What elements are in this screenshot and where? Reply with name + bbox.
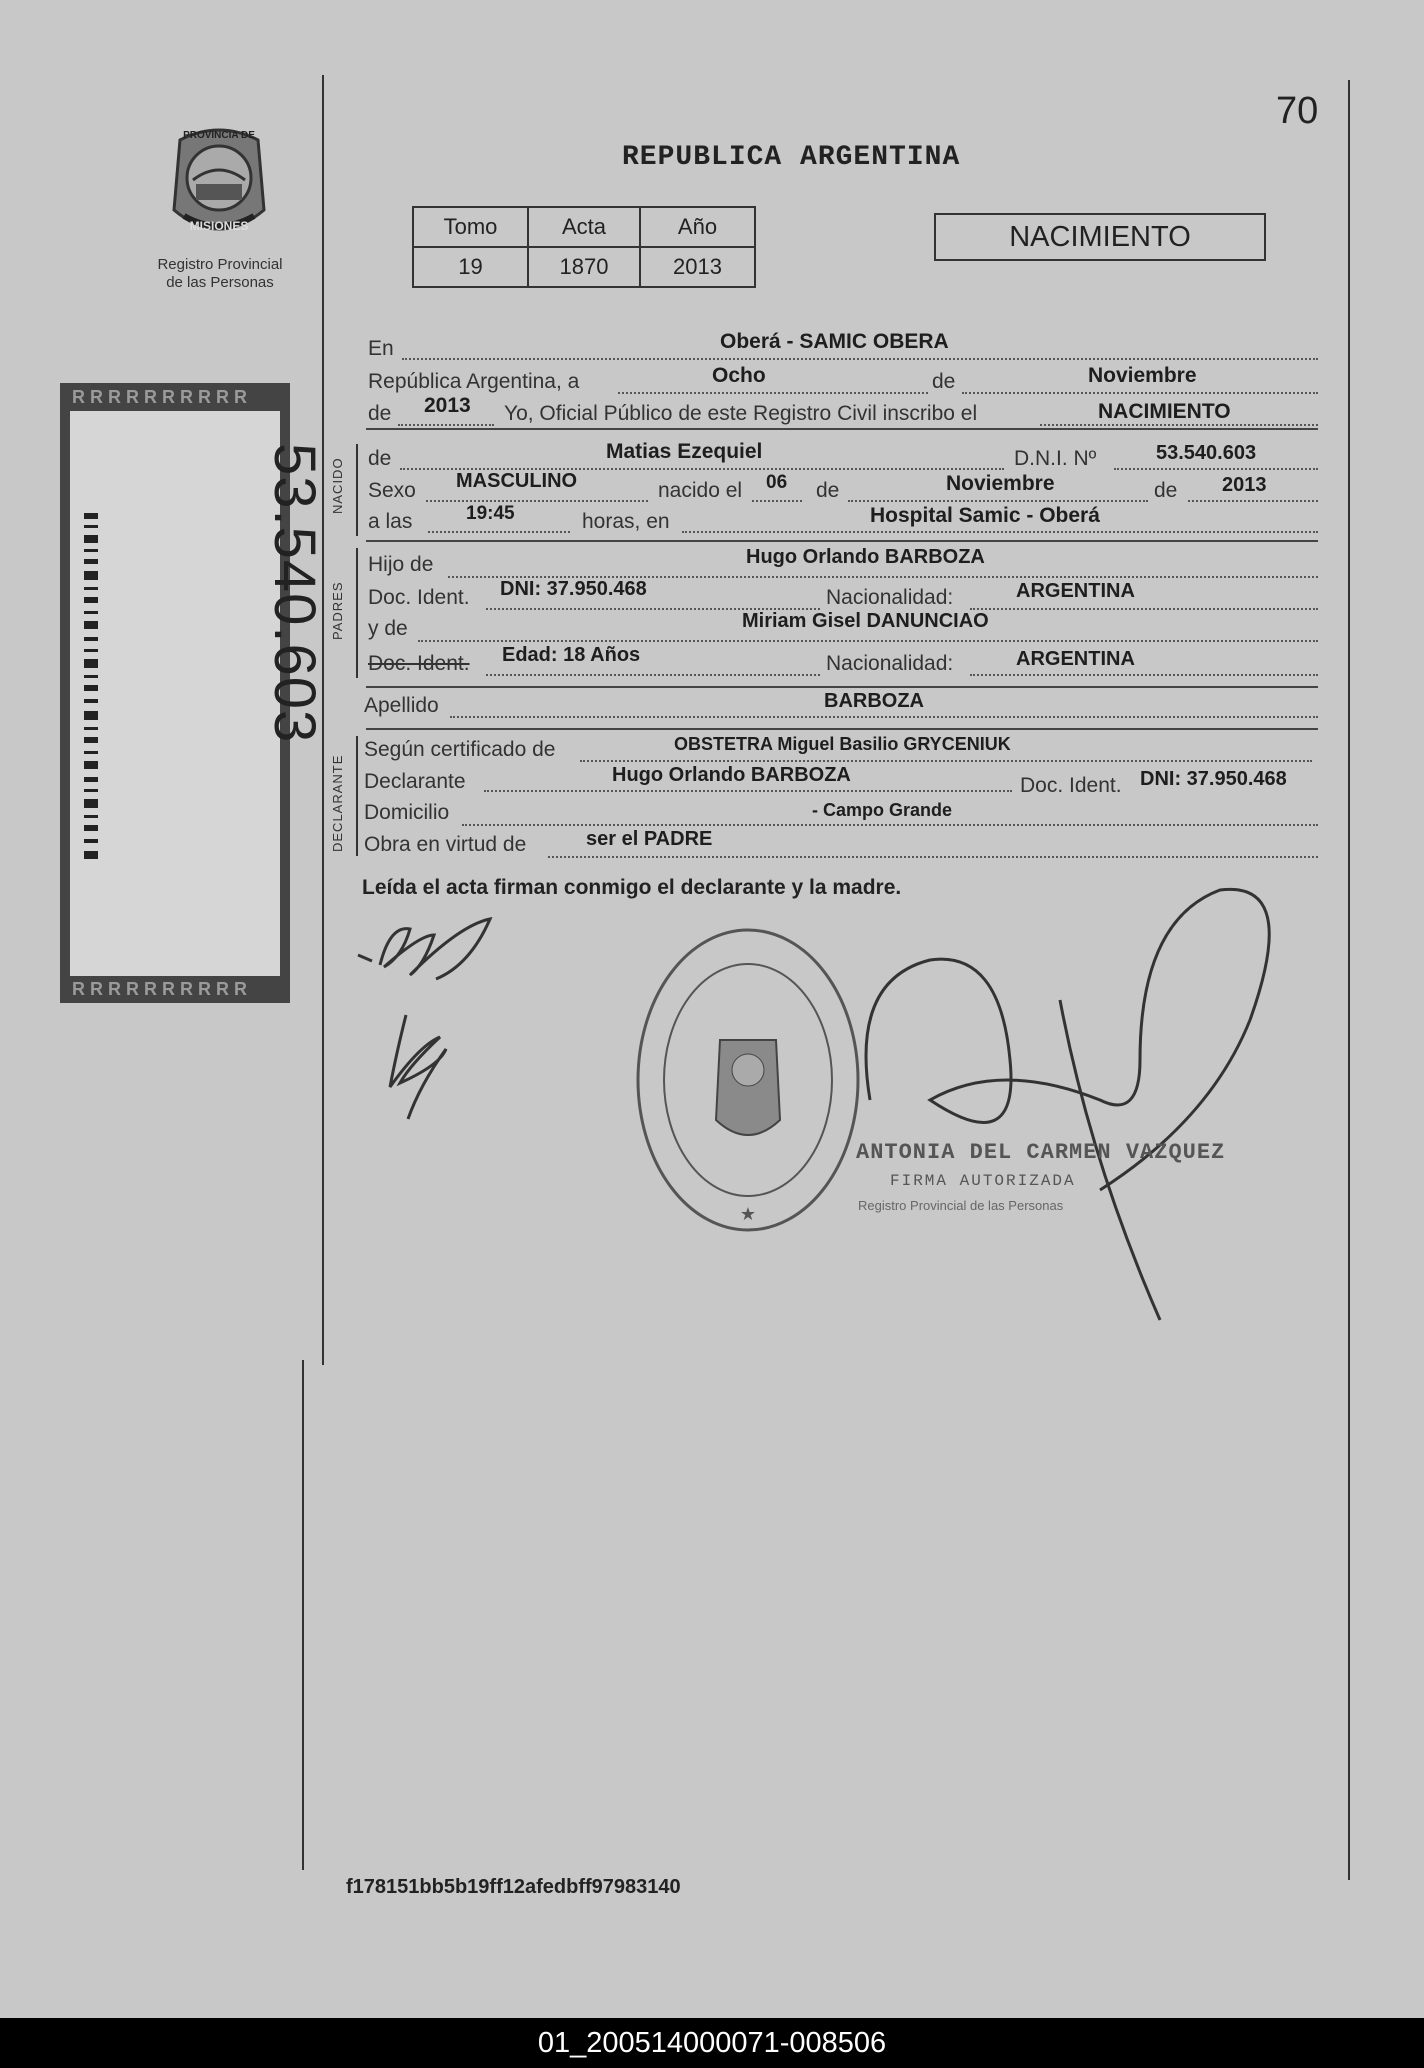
dotted-line <box>484 790 1012 792</box>
record-type-box: NACIMIENTO <box>934 213 1266 261</box>
col-header-acta: Acta <box>528 207 640 247</box>
registry-caption-line1: Registro Provincial <box>157 256 283 273</box>
declarant-name: Hugo Orlando BARBOZA <box>612 764 851 786</box>
birth-de-label: de <box>816 479 840 502</box>
right-margin-line <box>1348 80 1350 1880</box>
dotted-line <box>418 640 1318 642</box>
time-label: a las <box>368 510 413 533</box>
sex-value: MASCULINO <box>456 470 578 492</box>
date-label: República Argentina, a <box>368 370 580 393</box>
born-label: nacido el <box>658 479 743 502</box>
row-date <box>368 370 579 400</box>
svg-text:★: ★ <box>739 1204 757 1224</box>
separator <box>366 540 1318 542</box>
registry-caption <box>140 256 300 292</box>
month-value: Noviembre <box>1088 364 1197 387</box>
tomo-value: 19 <box>413 247 528 287</box>
svg-text:R R R R R R R R R R: R R R R R R R R R R <box>72 387 247 407</box>
surname-label: Apellido <box>364 694 439 717</box>
dotted-line <box>548 856 1318 858</box>
officer-text: Yo, Oficial Público de este Registro Civil inscribo el <box>504 402 978 425</box>
birth-day: 06 <box>766 472 788 493</box>
dotted-line <box>428 531 570 533</box>
act-type-value: NACIMIENTO <box>1098 400 1231 423</box>
anio-value: 2013 <box>640 247 755 287</box>
birth-year: 2013 <box>1222 474 1267 496</box>
father-doc: DNI: 37.950.468 <box>500 578 647 600</box>
dotted-line <box>962 392 1318 394</box>
son-of-label: Hijo de <box>368 553 434 576</box>
svg-text:PROVINCIA DE: PROVINCIA DE <box>183 130 255 141</box>
signer-name: ANTONIA DEL CARMEN VAZQUEZ <box>856 1140 1226 1165</box>
day-value: Ocho <box>712 364 766 387</box>
capacity-label: Obra en virtud de <box>364 833 527 856</box>
dotted-line <box>486 674 820 676</box>
declarante-bracket <box>356 736 358 856</box>
signer-role: FIRMA AUTORIZADA <box>890 1172 1076 1190</box>
mother-name: Miriam Gisel DANUNCIAO <box>742 610 989 632</box>
newborn-name: Matias Ezequiel <box>606 440 763 463</box>
svg-text:MISIONES: MISIONES <box>189 219 249 233</box>
certificate-value: OBSTETRA Miguel Basilio GRYCENIUK <box>674 734 1011 754</box>
misiones-seal-icon <box>160 120 278 250</box>
birth-place: Hospital Samic - Oberá <box>870 504 1100 527</box>
declarant-doc: DNI: 37.950.468 <box>1140 768 1287 790</box>
dotted-line <box>580 760 1312 762</box>
nacido-bracket <box>356 444 358 536</box>
barcode-label <box>60 383 327 1003</box>
birth-time: 19:45 <box>466 503 515 524</box>
page-number: 70 <box>1276 90 1319 132</box>
place-label: En <box>368 337 394 360</box>
dotted-line <box>970 608 1318 610</box>
and-label: y de <box>368 617 408 640</box>
dotted-line <box>1188 500 1318 502</box>
hours-label: horas, en <box>582 510 670 533</box>
dotted-line <box>450 716 1318 718</box>
de-label: de <box>932 370 956 393</box>
declarant-signature-icon <box>350 905 510 1125</box>
dotted-line <box>426 500 648 502</box>
dotted-line <box>970 674 1318 676</box>
address-value: - Campo Grande <box>812 800 953 820</box>
mother-nationality: ARGENTINA <box>1016 648 1135 670</box>
dotted-line <box>1114 468 1318 470</box>
row-place <box>368 337 394 367</box>
document-title: REPUBLICA ARGENTINA <box>622 142 961 173</box>
left-margin-line-lower <box>302 1360 304 1870</box>
official-signature-icon <box>840 860 1300 1340</box>
barcode-number: 53.540.603 <box>262 443 327 744</box>
declarante-label: DECLARANTE <box>330 754 345 852</box>
year-value: 2013 <box>424 394 471 417</box>
dotted-line <box>398 424 494 426</box>
dotted-line <box>462 824 1318 826</box>
signer-institution: Registro Provincial de las Personas <box>858 1198 1064 1213</box>
dotted-line <box>848 500 1148 502</box>
nacido-label: NACIDO <box>330 457 345 514</box>
year-label: de <box>368 402 392 425</box>
capacity-value: ser el PADRE <box>586 828 713 850</box>
document-hash: f178151bb5b19ff12afedbff97983140 <box>346 1876 681 1898</box>
father-doc-label: Doc. Ident. <box>368 586 470 609</box>
place-value: Oberá - SAMIC OBERA <box>720 330 949 353</box>
col-header-anio: Año <box>640 207 755 247</box>
declarant-label: Declarante <box>364 770 466 793</box>
father-nat-label: Nacionalidad: <box>826 586 954 609</box>
dotted-line <box>402 358 1318 360</box>
newborn-name-label: de <box>368 447 392 470</box>
dotted-line <box>1040 424 1318 426</box>
closing-statement: Leída el acta firman conmigo el declarante y la madre. <box>362 876 902 899</box>
mother-doc-label: Doc. Ident. <box>368 652 470 675</box>
dotted-line <box>682 531 1318 533</box>
sex-label: Sexo <box>368 479 416 502</box>
scan-id: 01_200514000071-008506 <box>0 2018 1424 2068</box>
dotted-line <box>618 392 928 394</box>
address-label: Domicilio <box>364 801 450 824</box>
padres-label: PADRES <box>330 581 345 640</box>
dotted-line <box>752 500 802 502</box>
surname-value: BARBOZA <box>824 690 924 712</box>
registry-round-seal-icon <box>630 920 870 1240</box>
separator <box>366 728 1318 730</box>
certificate-label: Según certificado de <box>364 738 556 761</box>
mother-doc: Edad: 18 Años <box>502 644 641 666</box>
registry-caption-line2: de las Personas <box>166 274 274 291</box>
birth-year-label: de <box>1154 479 1178 502</box>
barcode-border-icon <box>60 383 290 1003</box>
acta-value: 1870 <box>528 247 640 287</box>
declarant-doc-label: Doc. Ident. <box>1020 774 1122 797</box>
col-header-tomo: Tomo <box>413 207 528 247</box>
birth-month: Noviembre <box>946 472 1055 495</box>
padres-bracket <box>356 548 358 678</box>
separator <box>366 686 1318 688</box>
mother-nat-label: Nacionalidad: <box>826 652 954 675</box>
newborn-dni: 53.540.603 <box>1156 442 1257 464</box>
register-table <box>412 206 756 288</box>
svg-text:R R R R R R R R R R: R R R R R R R R R R <box>72 979 247 999</box>
dni-label: D.N.I. Nº <box>1014 447 1097 470</box>
father-nationality: ARGENTINA <box>1016 580 1135 602</box>
father-name: Hugo Orlando BARBOZA <box>746 546 985 568</box>
